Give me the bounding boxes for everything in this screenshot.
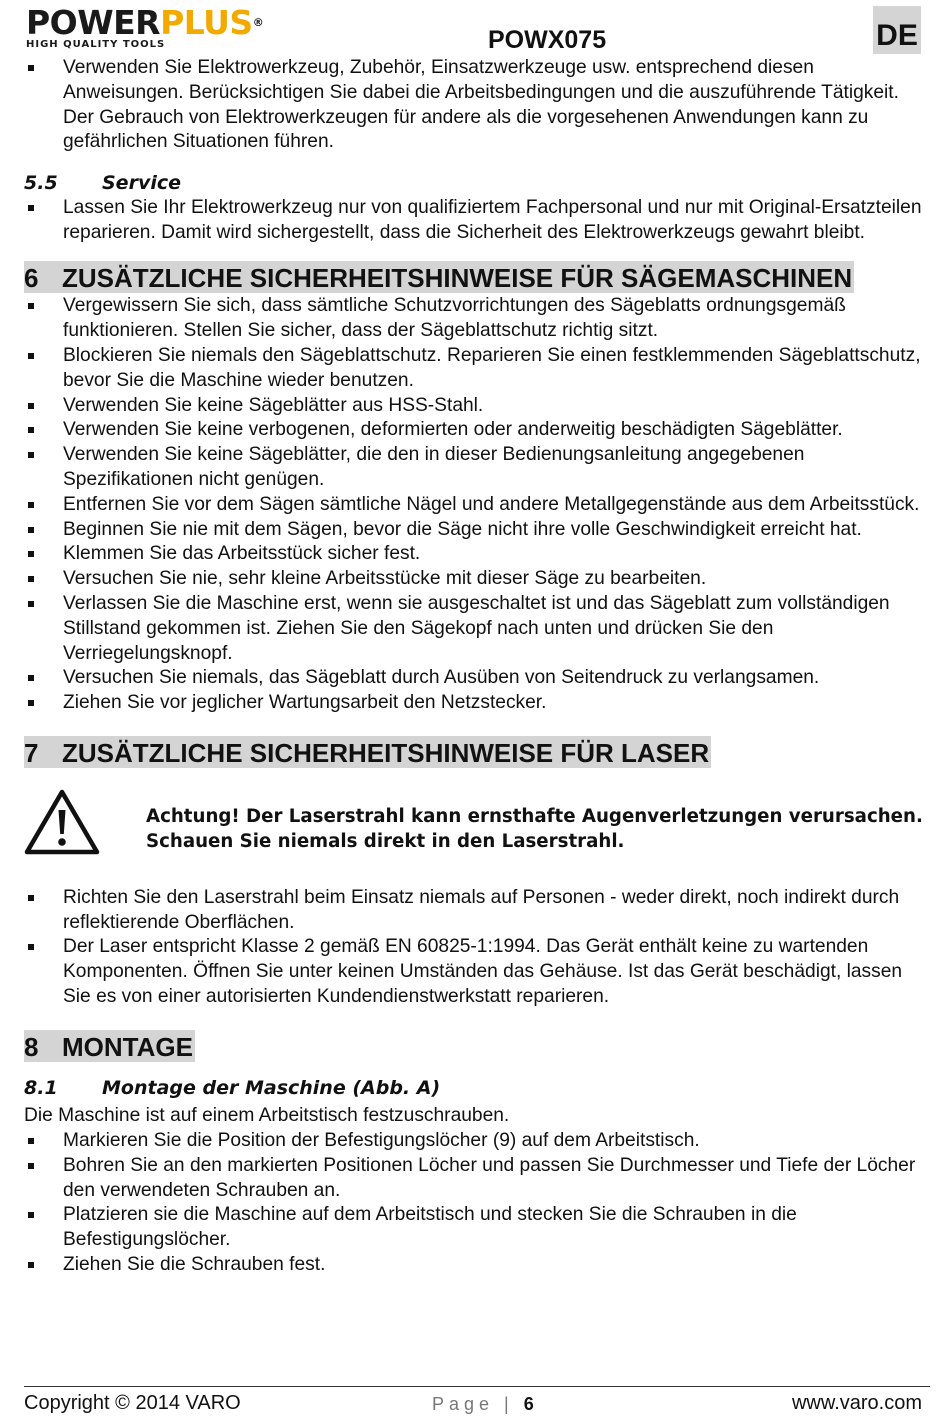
brand-tagline: HIGH QUALITY TOOLS [26, 39, 166, 50]
brand-part1: POWER [26, 3, 161, 42]
section-title: Service [102, 172, 181, 195]
section-7-heading [24, 736, 711, 768]
model-number: POWX075 [488, 26, 607, 54]
section-number: 7 [24, 737, 39, 768]
page-label: Page | [432, 1394, 514, 1414]
section-8-heading [24, 1030, 195, 1062]
warning-line: Achtung! Der Laserstrahl kann ernsthafte Augenverletzungen verursachen. [146, 805, 923, 827]
list-item: Richten Sie den Laserstrahl beim Einsatz niemals auf Personen - weder direkt, noch indirekt durch reflektierende Oberflächen. [24, 886, 924, 936]
section-title: Montage der Maschine (Abb. A) [102, 1076, 441, 1099]
language-badge: DE [873, 6, 921, 54]
laser-warning-box [24, 778, 924, 886]
section-8-1-bullet-list [24, 1129, 924, 1278]
section-number: 6 [24, 262, 39, 293]
page-number: 6 [523, 1394, 534, 1414]
list-item: Verwenden Sie keine verbogenen, deformierten oder anderweitig beschädigten Sägeblätter. [24, 418, 924, 443]
list-item: Bohren Sie an den markierten Positionen Löcher und passen Sie Durchmesser und Tiefe der Löcher den verwendeten Schrauben an. [24, 1154, 924, 1204]
list-item: Verwenden Sie keine Sägeblätter, die den in dieser Bedienungsanleitung angegebenen Spezifikationen nicht genügen. [24, 443, 924, 493]
list-item: Platzieren sie die Maschine auf dem Arbeitstisch und stecken Sie die Schrauben in die Befestigungslöcher. [24, 1203, 924, 1253]
section-7-bullet-list [24, 886, 924, 1010]
list-item: Blockieren Sie niemals den Sägeblattschutz. Reparieren Sie einen festklemmenden Sägeblattschutz, bevor Sie die Maschine wieder benutzen. [24, 344, 924, 394]
registered-mark: ® [252, 16, 264, 29]
section-5-5-heading [24, 171, 924, 196]
list-item: Versuchen Sie nie, sehr kleine Arbeitsstücke mit dieser Säge zu bearbeiten. [24, 567, 924, 592]
list-item: Vergewissern Sie sich, dass sämtliche Schutzvorrichtungen des Sägeblatts ordnungsgemäß funktionieren. Stellen Sie sicher, dass der Sägeblattschutz richtig sitzt. [24, 294, 924, 344]
footer-page [432, 1394, 534, 1415]
footer-copyright: Copyright © 2014 VARO [24, 1392, 241, 1414]
section-6-bullet-list [24, 294, 924, 716]
warning-line: Schauen Sie niemals direkt in den Laserstrahl. [146, 830, 625, 852]
laser-warning-text [146, 804, 936, 854]
list-item: Markieren Sie die Position der Befestigungslöcher (9) auf dem Arbeitstisch. [24, 1129, 924, 1154]
list-item: Verwenden Sie Elektrowerkzeug, Zubehör, Einsatzwerkzeuge usw. entsprechend diesen Anweisungen. Berücksichtigen Sie dabei die Arbeitsbedingungen und die auszuführende Tätigkeit. Der Gebrauch von Elektrowerkzeugen für andere als die vorgesehenen Anwendungen kann zu gefährlichen Situationen führen. [24, 56, 924, 155]
section-title: ZUSÄTZLICHE SICHERHEITSHINWEISE FÜR LASER [62, 737, 710, 768]
brand-wordmark [26, 3, 296, 42]
section-8-1-intro: Die Maschine ist auf einem Arbeitstisch festzuschrauben. [24, 1105, 510, 1127]
list-item: Ziehen Sie die Schrauben fest. [24, 1253, 924, 1278]
warning-triangle-icon [24, 788, 100, 856]
section-title: MONTAGE [62, 1031, 193, 1062]
section-5-5-bullet-list [24, 196, 924, 246]
section-number: 5.5 [24, 172, 58, 195]
brand-logo [26, 3, 296, 50]
list-item: Entfernen Sie vor dem Sägen sämtliche Nägel und andere Metallgegenstände aus dem Arbeitsstück. [24, 493, 924, 518]
list-item: Verwenden Sie keine Sägeblätter aus HSS-Stahl. [24, 394, 924, 419]
list-item: Ziehen Sie vor jeglicher Wartungsarbeit den Netzstecker. [24, 691, 924, 716]
page-content [24, 56, 924, 1278]
section-number: 8 [24, 1031, 39, 1062]
section-8-1-heading [24, 1076, 924, 1101]
intro-bullet-list [24, 56, 924, 155]
list-item: Klemmen Sie das Arbeitsstück sicher fest. [24, 542, 924, 567]
list-item: Beginnen Sie nie mit dem Sägen, bevor die Säge nicht ihre volle Geschwindigkeit erreicht hat. [24, 518, 924, 543]
section-6-heading [24, 261, 854, 293]
footer-website: www.varo.com [791, 1392, 922, 1414]
brand-part2: PLUS [160, 3, 253, 42]
list-item: Verlassen Sie die Maschine erst, wenn sie ausgeschaltet ist und das Sägeblatt zum vollständigen Stillstand gekommen ist. Ziehen Sie den Sägekopf nach unten und drücken Sie den Verriegelungsknopf. [24, 592, 924, 666]
list-item: Lassen Sie Ihr Elektrowerkzeug nur von qualifiziertem Fachpersonal und nur mit Original-Ersatzteilen reparieren. Damit wird sichergestellt, dass die Sicherheit des Elektrowerkzeugs gewahrt bleibt. [24, 196, 924, 246]
footer-divider [24, 1386, 930, 1387]
section-number: 8.1 [24, 1076, 58, 1099]
list-item: Der Laser entspricht Klasse 2 gemäß EN 60825-1:1994. Das Gerät enthält keine zu wartenden Komponenten. Öffnen Sie unter keinen Umständen das Gehäuse. Ist das Gerät beschädigt, lassen Sie es von einer autorisierten Kundendienstwerkstatt reparieren. [24, 935, 924, 1009]
section-title: ZUSÄTZLICHE SICHERHEITSHINWEISE FÜR SÄGEMASCHINEN [62, 262, 853, 293]
list-item: Versuchen Sie niemals, das Sägeblatt durch Ausüben von Seitendruck zu verlangsamen. [24, 666, 924, 691]
